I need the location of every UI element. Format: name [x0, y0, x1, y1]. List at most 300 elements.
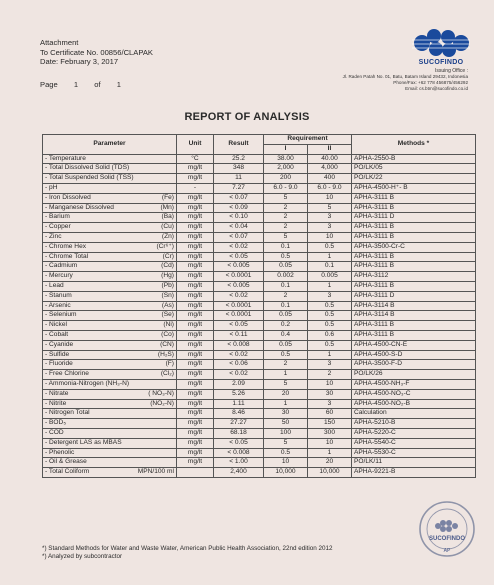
parameter-name: - Lead [45, 282, 64, 290]
parameter-cell [43, 301, 177, 311]
sucofindo-seal-stamp [418, 500, 476, 558]
unit-cell: mg/lt [177, 193, 214, 203]
parameter-name: - Manganese Dissolved [45, 203, 114, 211]
parameter-cell [43, 409, 177, 419]
unit-cell: mg/lt [177, 340, 214, 350]
unit-cell: mg/lt [177, 174, 214, 184]
req-i-cell: 0.05 [264, 340, 308, 350]
result-cell: < 0.005 [214, 262, 264, 272]
result-cell: < 0.0001 [214, 311, 264, 321]
method-cell: APHA-4500-CN-E [352, 340, 476, 350]
method-cell: APHA-3111 B [352, 193, 476, 203]
parameter-cell [43, 154, 177, 164]
parameter-cell [43, 379, 177, 389]
req-i-cell: 100 [264, 428, 308, 438]
parameter-name: - Free Chlorine [45, 370, 89, 378]
parameter-symbol: (F) [165, 360, 174, 368]
result-cell: < 0.09 [214, 203, 264, 213]
office-email: Email: cs.btm@sucofindo.co.id [405, 86, 468, 91]
req-i-cell: 5 [264, 232, 308, 242]
parameter-name: - Chrome Hex [45, 242, 87, 250]
req-i-cell: 0.4 [264, 330, 308, 340]
parameter-cell [43, 399, 177, 409]
table-row [43, 468, 476, 478]
parameter-symbol: (Sn) [161, 291, 174, 299]
method-cell: APHA-3114 B [352, 311, 476, 321]
parameter-name: - Cyanide [45, 340, 74, 348]
parameter-name: - Detergent LAS as MBAS [45, 438, 122, 446]
result-cell: 8.46 [214, 409, 264, 419]
parameter-cell [43, 281, 177, 291]
unit-cell: mg/lt [177, 438, 214, 448]
unit-cell: mg/lt [177, 311, 214, 321]
parameter-cell [43, 419, 177, 429]
req-ii-cell: 3 [308, 399, 352, 409]
seal-code: AP [443, 548, 451, 554]
method-cell: PO/LK/05 [352, 164, 476, 174]
parameter-cell [43, 252, 177, 262]
method-cell: APHA-5540-C [352, 438, 476, 448]
req-ii-cell: 0.5 [308, 242, 352, 252]
parameter-symbol: (Pb) [161, 282, 174, 290]
parameter-name: - Barium [45, 213, 70, 221]
parameter-name: - Nitrate [45, 389, 69, 397]
req-i-cell: 10,000 [264, 468, 308, 478]
result-cell: < 0.05 [214, 321, 264, 331]
result-cell: < 0.0001 [214, 272, 264, 282]
result-cell: 25.2 [214, 154, 264, 164]
table-row [43, 360, 476, 370]
req-i-cell: 5 [264, 438, 308, 448]
parameter-symbol: (Mn) [160, 203, 174, 211]
req-ii-cell: 1 [308, 252, 352, 262]
result-cell: 7.27 [214, 183, 264, 193]
parameter-symbol: (Fe) [161, 193, 174, 201]
parameter-symbol: (Cr⁶⁺) [156, 242, 174, 250]
page-current: 1 [73, 80, 79, 89]
parameter-cell [43, 183, 177, 193]
req-ii-cell: 20 [308, 458, 352, 468]
req-ii-cell: 10 [308, 232, 352, 242]
unit-cell: mg/lt [177, 379, 214, 389]
method-cell: APHA-3111 B [352, 223, 476, 233]
parameter-cell [43, 330, 177, 340]
method-cell: APHA-3114 B [352, 301, 476, 311]
table-row [43, 223, 476, 233]
table-row [43, 321, 476, 331]
parameter-cell [43, 360, 177, 370]
req-i-cell: 2,000 [264, 164, 308, 174]
result-cell: < 0.02 [214, 291, 264, 301]
method-cell: APHA-3111 B [352, 252, 476, 262]
parameter-cell [43, 428, 177, 438]
issuing-office-label: Issuing Office : [435, 68, 468, 74]
method-cell: APHA-3111 B [352, 262, 476, 272]
method-cell: APHA-5210-B [352, 419, 476, 429]
attachment-label: Attachment [40, 38, 79, 47]
table-row [43, 232, 476, 242]
method-cell: PO/LK/26 [352, 370, 476, 380]
parameter-cell [43, 203, 177, 213]
req-i-cell: 1 [264, 399, 308, 409]
table-row [43, 409, 476, 419]
req-i-cell: 0.05 [264, 311, 308, 321]
parameter-symbol: (Hg) [161, 272, 174, 280]
method-cell: APHA-2550-B [352, 154, 476, 164]
page-number [40, 80, 135, 89]
unit-cell: mg/lt [177, 164, 214, 174]
parameter-symbol: (Cu) [161, 223, 174, 231]
req-ii-cell: 10 [308, 193, 352, 203]
parameter-cell [43, 272, 177, 282]
method-cell: APHA-3500-F-D [352, 360, 476, 370]
method-cell: PO/LK/11 [352, 458, 476, 468]
result-cell: < 0.06 [214, 360, 264, 370]
table-row [43, 174, 476, 184]
page-label: Page [40, 80, 58, 89]
unit-cell: mg/lt [177, 389, 214, 399]
unit-cell: mg/lt [177, 350, 214, 360]
result-cell: < 0.0001 [214, 301, 264, 311]
method-cell: APHA-3111 B [352, 281, 476, 291]
method-cell: APHA-3111 B [352, 330, 476, 340]
result-cell: < 0.07 [214, 193, 264, 203]
parameter-symbol: (CN) [160, 340, 174, 348]
issuing-office [343, 68, 468, 92]
parameter-name: - Phenolic [45, 448, 75, 456]
table-row [43, 291, 476, 301]
seal-text: SUCOFINDO [429, 536, 465, 542]
req-ii-cell: 3 [308, 213, 352, 223]
sucofindo-logo-icon [408, 24, 474, 62]
method-cell: APHA-4500-H⁺- B [352, 183, 476, 193]
parameter-name: - Selenium [45, 311, 77, 319]
req-i-cell: 5 [264, 379, 308, 389]
req-ii-cell: 10 [308, 379, 352, 389]
col-methods: Methods * [352, 135, 476, 155]
table-header-row [43, 135, 476, 145]
req-i-cell: 2 [264, 213, 308, 223]
parameter-name: - Cobalt [45, 331, 69, 339]
method-cell: APHA-4500-NO₃-C [352, 389, 476, 399]
parameter-cell [43, 448, 177, 458]
req-i-cell: 0.1 [264, 301, 308, 311]
parameter-cell [43, 438, 177, 448]
parameter-cell [43, 242, 177, 252]
result-cell: 1.11 [214, 399, 264, 409]
table-row [43, 164, 476, 174]
method-cell: APHA-3500-Cr-C [352, 242, 476, 252]
req-i-cell: 0.1 [264, 281, 308, 291]
req-ii-cell: 6.0 - 9.0 [308, 183, 352, 193]
method-cell: APHA-3112 [352, 272, 476, 282]
parameter-name: - Stanum [45, 291, 72, 299]
parameter-cell [43, 321, 177, 331]
unit-cell: mg/lt [177, 272, 214, 282]
unit-cell: mg/lt [177, 301, 214, 311]
parameter-cell [43, 350, 177, 360]
table-row [43, 330, 476, 340]
parameter-cell [43, 262, 177, 272]
table-row [43, 252, 476, 262]
req-i-cell: 0.2 [264, 321, 308, 331]
footnote-subcontractor: *) Analyzed by subcontractor [42, 553, 123, 560]
req-ii-cell: 4,000 [308, 164, 352, 174]
table-row [43, 154, 476, 164]
method-cell: PO/LK/22 [352, 174, 476, 184]
footnote-standard-methods: *) Standard Methods for Water and Waste Water, American Public Health Association, 22nd edition 2012 [42, 545, 333, 552]
req-i-cell: 0.1 [264, 242, 308, 252]
parameter-name: - COD [45, 429, 64, 436]
result-cell: < 0.10 [214, 213, 264, 223]
method-cell: APHA-9221-B [352, 468, 476, 478]
unit-cell: mg/lt [177, 232, 214, 242]
result-cell: < 0.05 [214, 438, 264, 448]
parameter-name: - pH [45, 184, 58, 192]
req-i-cell: 0.002 [264, 272, 308, 282]
req-i-cell: 30 [264, 409, 308, 419]
result-cell: 2,400 [214, 468, 264, 478]
method-cell: APHA-4500-NH₃-F [352, 379, 476, 389]
table-row [43, 193, 476, 203]
req-ii-cell: 5 [308, 203, 352, 213]
method-cell: APHA-3111 D [352, 213, 476, 223]
req-i-cell: 38.00 [264, 154, 308, 164]
req-ii-cell: 1 [308, 350, 352, 360]
result-cell: < 0.02 [214, 350, 264, 360]
result-cell: < 0.008 [214, 448, 264, 458]
unit-cell: mg/lt [177, 458, 214, 468]
table-row [43, 301, 476, 311]
table-row [43, 183, 476, 193]
parameter-symbol: (NO₂-N) [150, 399, 174, 407]
unit-cell: mg/lt [177, 448, 214, 458]
col-req-ii: II [308, 144, 352, 154]
table-row [43, 438, 476, 448]
parameter-name: - Iron Dissolved [45, 193, 91, 201]
col-requirement: Requirement [264, 135, 352, 145]
result-cell: < 1.00 [214, 458, 264, 468]
parameter-name: - Arsenic [45, 301, 71, 309]
req-ii-cell: 1 [308, 448, 352, 458]
unit-cell: mg/lt [177, 262, 214, 272]
method-cell: APHA-3111 B [352, 232, 476, 242]
result-cell: < 0.02 [214, 370, 264, 380]
unit-cell: mg/lt [177, 370, 214, 380]
table-row [43, 458, 476, 468]
parameter-name: - Total Suspended Solid (TSS) [45, 174, 134, 182]
req-ii-cell: 0.1 [308, 262, 352, 272]
parameter-cell [43, 193, 177, 203]
unit-cell: mg/lt [177, 242, 214, 252]
office-phone: Phone/Fax: +62 778 456875/456292 [393, 80, 468, 85]
page-of: of [94, 80, 101, 89]
parameter-symbol: (Cr) [162, 252, 174, 260]
unit-cell: mg/lt [177, 399, 214, 409]
parameter-symbol: (Zn) [161, 233, 174, 241]
page-total: 1 [116, 80, 121, 89]
certificate-number: To Certificate No. 00856/CLAPAK [40, 47, 153, 57]
method-cell: APHA-5220-C [352, 428, 476, 438]
result-cell: < 0.11 [214, 330, 264, 340]
unit-cell: mg/lt [177, 330, 214, 340]
col-unit: Unit [177, 135, 214, 155]
parameter-name: - Nitrite [45, 399, 67, 407]
parameter-cell [43, 213, 177, 223]
result-cell: 11 [214, 174, 264, 184]
parameter-name: - BOD₅ [45, 419, 66, 427]
result-cell: < 0.04 [214, 223, 264, 233]
result-cell: < 0.008 [214, 340, 264, 350]
parameter-symbol: ( NO₃-N) [148, 389, 174, 397]
parameter-cell [43, 370, 177, 380]
result-cell: < 0.02 [214, 242, 264, 252]
req-ii-cell: 3 [308, 291, 352, 301]
table-row [43, 448, 476, 458]
result-cell: < 0.07 [214, 232, 264, 242]
req-i-cell: 0.5 [264, 448, 308, 458]
col-req-i: I [264, 144, 308, 154]
parameter-symbol: (Cl₂) [160, 370, 174, 378]
table-row [43, 340, 476, 350]
method-cell: Calculation [352, 409, 476, 419]
req-i-cell: 5 [264, 193, 308, 203]
req-i-cell: 10 [264, 458, 308, 468]
parameter-name: - Chrome Total [45, 252, 89, 260]
parameter-name: - Oil & Grease [45, 458, 87, 466]
parameter-name: - Nitrogen Total [45, 409, 90, 417]
unit-cell: mg/lt [177, 281, 214, 291]
parameter-symbol: (Ba) [161, 213, 174, 221]
table-row [43, 419, 476, 429]
result-cell: < 0.005 [214, 281, 264, 291]
table-row [43, 272, 476, 282]
parameter-cell [43, 232, 177, 242]
table-row [43, 350, 476, 360]
parameter-symbol: (Co) [161, 331, 174, 339]
parameter-cell [43, 468, 177, 478]
unit-cell: °C [177, 154, 214, 164]
parameter-cell [43, 458, 177, 468]
req-i-cell: 20 [264, 389, 308, 399]
col-parameter: Parameter [43, 135, 177, 155]
analysis-table [42, 134, 476, 478]
unit-cell: mg/lt [177, 409, 214, 419]
parameter-name: - Sulfide [45, 350, 70, 358]
req-ii-cell: 60 [308, 409, 352, 419]
table-row [43, 242, 476, 252]
table-row [43, 389, 476, 399]
parameter-cell [43, 340, 177, 350]
req-ii-cell: 300 [308, 428, 352, 438]
parameter-cell [43, 311, 177, 321]
table-row [43, 370, 476, 380]
result-cell: 2.09 [214, 379, 264, 389]
req-i-cell: 50 [264, 419, 308, 429]
method-cell: APHA-3111 B [352, 203, 476, 213]
req-ii-cell: 10,000 [308, 468, 352, 478]
parameter-cell [43, 389, 177, 399]
req-i-cell: 200 [264, 174, 308, 184]
parameter-symbol: (Se) [161, 311, 174, 319]
unit-cell [177, 468, 214, 478]
table-row [43, 262, 476, 272]
req-i-cell: 2 [264, 223, 308, 233]
certificate-header [40, 38, 153, 67]
parameter-symbol: (Ni) [163, 321, 174, 329]
method-cell: APHA-4500-S-D [352, 350, 476, 360]
req-ii-cell: 1 [308, 281, 352, 291]
unit-cell: mg/lt [177, 419, 214, 429]
req-ii-cell: 0.6 [308, 330, 352, 340]
company-name: SUCOFINDO [418, 59, 464, 66]
req-i-cell: 2 [264, 360, 308, 370]
unit-cell: mg/lt [177, 360, 214, 370]
result-cell: < 0.05 [214, 252, 264, 262]
method-cell: APHA-3111 B [352, 321, 476, 331]
req-ii-cell: 0.5 [308, 311, 352, 321]
req-ii-cell: 0.5 [308, 301, 352, 311]
parameter-symbol: (H₂S) [157, 350, 174, 358]
table-row [43, 311, 476, 321]
req-i-cell: 0.05 [264, 262, 308, 272]
report-title: REPORT OF ANALYSIS [184, 111, 310, 123]
unit-cell: mg/lt [177, 203, 214, 213]
req-i-cell: 0.5 [264, 252, 308, 262]
req-ii-cell: 3 [308, 223, 352, 233]
parameter-symbol: (Cd) [161, 262, 174, 270]
table-row [43, 213, 476, 223]
parameter-cell [43, 223, 177, 233]
unit-cell: mg/lt [177, 428, 214, 438]
parameter-symbol: MPN/100 ml [137, 468, 174, 476]
method-cell: APHA-5530-C [352, 448, 476, 458]
parameter-name: - Total Dissolved Solid (TDS) [45, 164, 130, 172]
req-ii-cell: 10 [308, 438, 352, 448]
result-cell: 68.18 [214, 428, 264, 438]
parameter-name: - Total Coliform [45, 468, 90, 476]
parameter-name: - Fluoride [45, 360, 73, 368]
req-ii-cell: 2 [308, 370, 352, 380]
result-cell: 27.27 [214, 419, 264, 429]
req-ii-cell: 0.5 [308, 321, 352, 331]
result-cell: 348 [214, 164, 264, 174]
unit-cell: mg/lt [177, 213, 214, 223]
certificate-date: Date: February 3, 2017 [40, 57, 119, 67]
req-ii-cell: 3 [308, 360, 352, 370]
parameter-cell [43, 291, 177, 301]
parameter-name: - Cadmium [45, 262, 78, 270]
table-row [43, 281, 476, 291]
table-row [43, 379, 476, 389]
req-ii-cell: 40.00 [308, 154, 352, 164]
parameter-symbol: (As) [161, 301, 174, 309]
req-ii-cell: 0.005 [308, 272, 352, 282]
col-result: Result [214, 135, 264, 155]
req-ii-cell: 0.5 [308, 340, 352, 350]
parameter-name: - Temperature [45, 154, 86, 162]
parameter-name: - Mercury [45, 272, 73, 280]
unit-cell: mg/lt [177, 223, 214, 233]
result-cell: 5.26 [214, 389, 264, 399]
table-row [43, 399, 476, 409]
unit-cell: mg/lt [177, 321, 214, 331]
req-i-cell: 1 [264, 370, 308, 380]
parameter-name: - Nickel [45, 321, 67, 329]
req-i-cell: 2 [264, 203, 308, 213]
footnotes [42, 545, 333, 561]
req-ii-cell: 400 [308, 174, 352, 184]
